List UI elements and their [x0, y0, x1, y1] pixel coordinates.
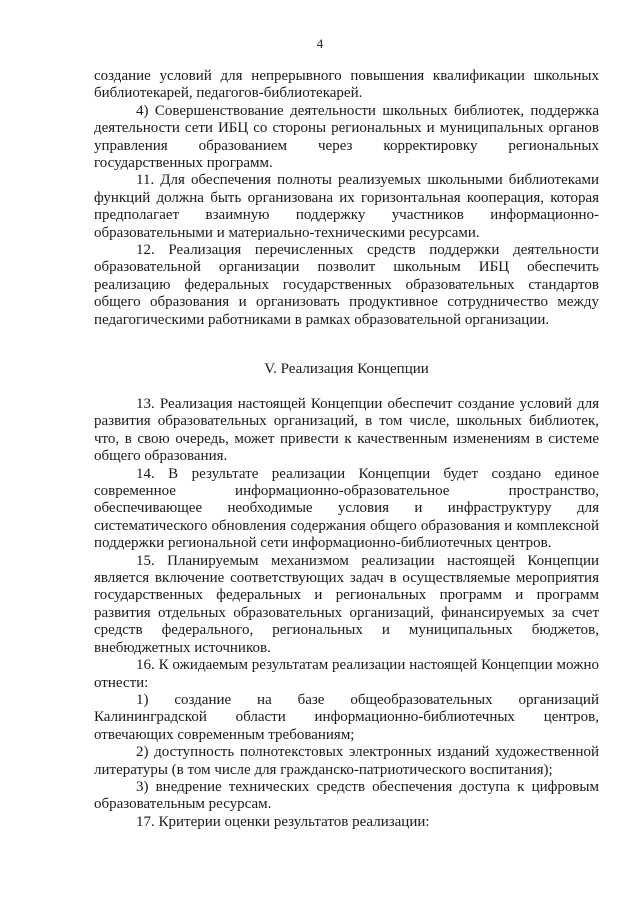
page-number: 4 [316, 36, 324, 51]
paragraph: 12. Реализация перечисленных средств поддержки деятельности образовательной организации позволит школьным ИБЦ обеспечить реализацию федеральных государственных образовательных стандартов общего образования и организовать продуктивное сотрудничество между педагогическими работниками в рамках образовательной организации. [94, 242, 599, 328]
list-item: 3) внедрение технических средств обеспечения доступа к цифровым образовательным ресурсам. [94, 778, 599, 813]
list-item: 2) доступность полнотекстовых электронных изданий художественной литературы (в том числе для гражданско-патриотического воспитания); [94, 744, 599, 778]
section-heading: V. Реализация Концепции [264, 361, 429, 377]
list-item: 1) создание на базе общеобразовательных организаций Калининградской области информационно-библиотечных центров, отвечающих современным требованиям; [94, 691, 599, 743]
paragraph: 16. К ожидаемым результатам реализации настоящей Концепции можно отнести: [94, 657, 599, 691]
paragraph: 17. Критерии оценки результатов реализации: [136, 813, 430, 830]
paragraph: 11. Для обеспечения полноты реализуемых школьными библиотеками функций должна быть организована их горизонтальная кооперация, которая предполагает взаимную поддержку участников информационно-образовательными и материально-техническими ресурсами. [94, 172, 599, 241]
top-text-block [94, 68, 599, 329]
paragraph: создание условий для непрерывного повышения квалификации школьных библиотекарей, педагогов-библиотекарей. [94, 68, 599, 102]
paragraph: 4) Совершенствование деятельности школьных библиотек, поддержка деятельности сети ИБЦ со стороны региональных и муниципальных органов управления образованием через корректировку региональных государственных программ. [94, 102, 599, 172]
paragraph: 13. Реализация настоящей Концепции обеспечит создание условий для развития образовательных организаций, в том числе, школьных библиотек, что, в свою очередь, может привести к качественным изменениям в системе общего образования. [94, 396, 599, 465]
paragraph: 15. Планируемым механизмом реализации настоящей Концепции является включение соответствующих задач в осуществляемые мероприятия государственных федеральных и региональных программ и программ развития отдельных образовательных организаций, финансируемых за счет средств федерального, региональных и муниципальных бюджетов, внебюджетных источников. [94, 552, 599, 656]
bottom-text-block [94, 396, 599, 831]
paragraph: 14. В результате реализации Концепции будет создано единое современное информационно-образовательное пространство, обеспечивающее необходимые условия и инфраструктуру для систематического обновления содержания общего образования и комплексной поддержки региональной сети информационно-библиотечных центров. [94, 465, 599, 552]
